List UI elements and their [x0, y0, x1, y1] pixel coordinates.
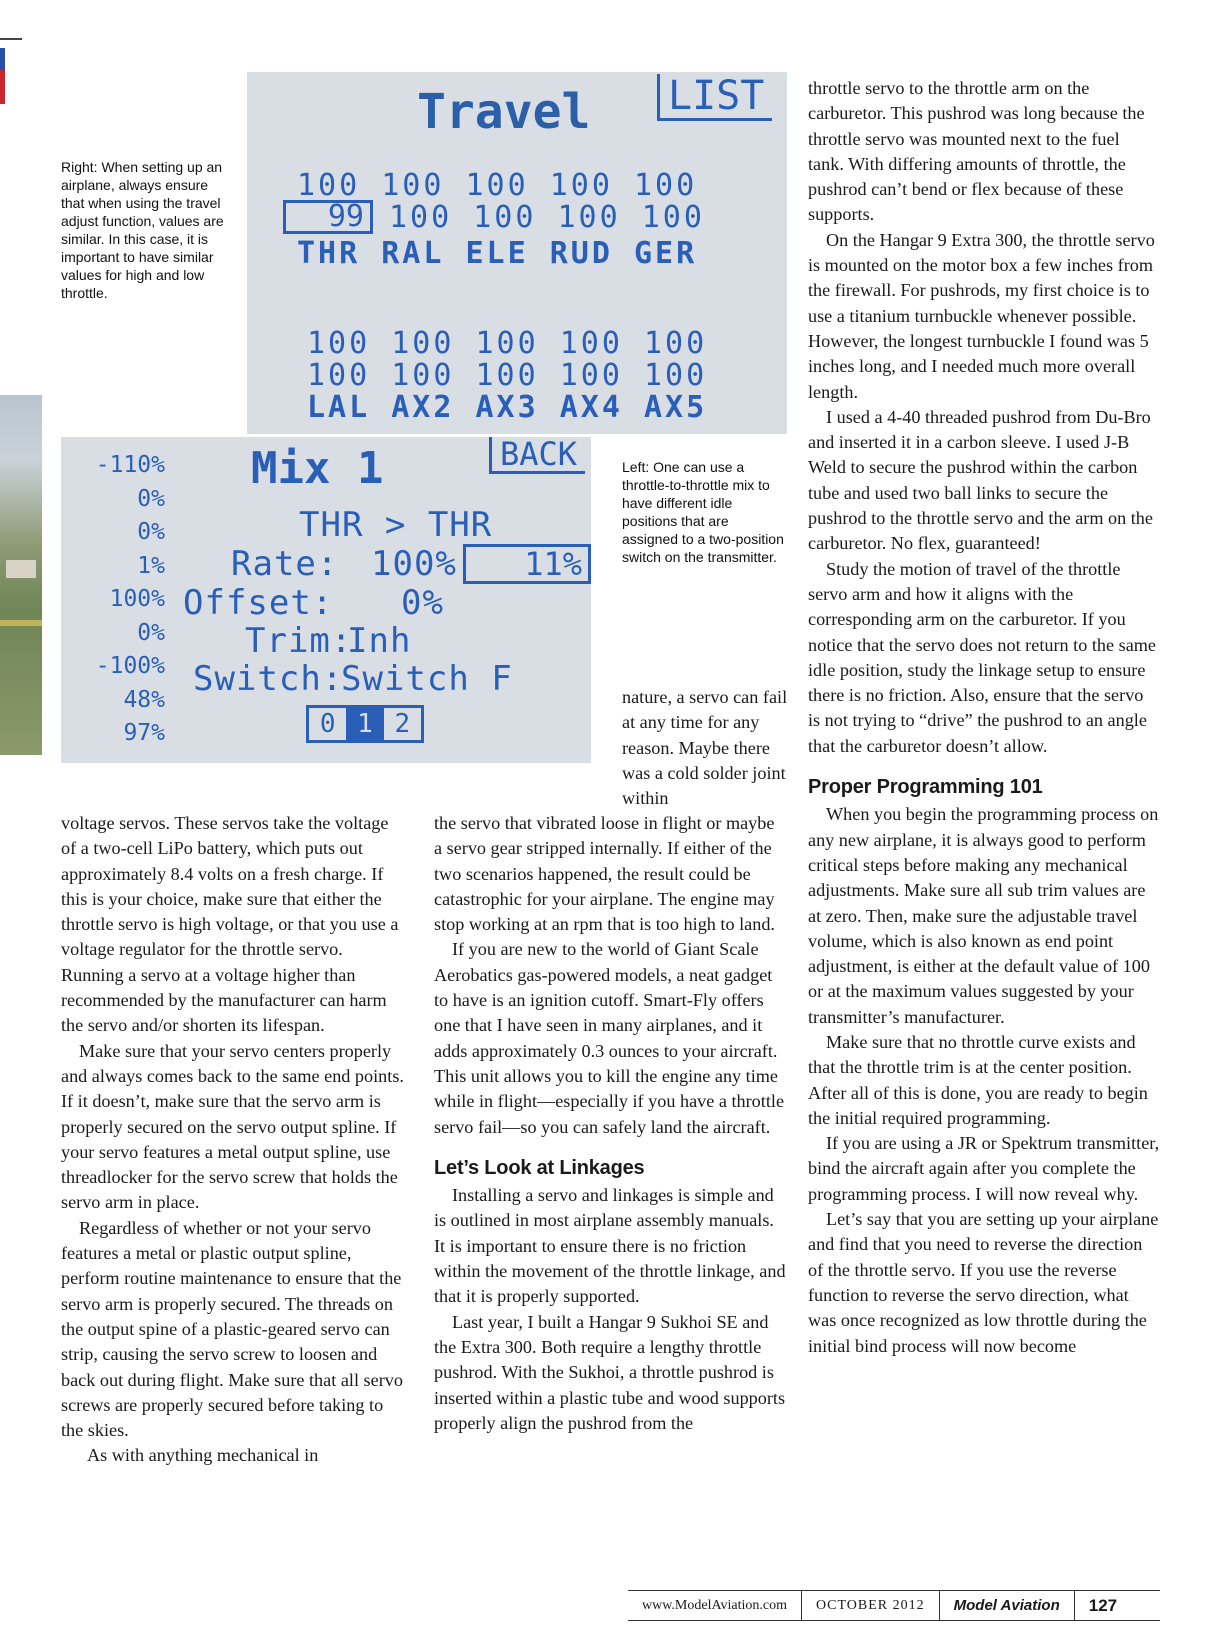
footer-magazine: Model Aviation [940, 1591, 1075, 1620]
lcd-line: Switch: [193, 659, 344, 699]
paragraph: Make sure that your servo centers properly and always comes back to the same end points. If it doesn’t, make sure that the servo arm is properly secured on the servo output spline. If your servo features a metal output spline, use threadlocker for the servo screw that holds the servo arm in place. [61, 1040, 404, 1213]
lcd-boxed-value: 99 [283, 200, 373, 234]
lcd-back-button: BACK [489, 437, 585, 474]
lcd-line: THR > THR [299, 505, 493, 545]
article-column-1 [61, 811, 406, 1469]
article-column-3 [808, 76, 1160, 1359]
lcd-value: -110% [95, 452, 165, 478]
paragraph: throttle servo to the throttle arm on the carburetor. This pushrod was long because the throttle servo was mounted next to the fuel tank. With differing amounts of throttle, the pushrod can’t bend or flex because of these supports. [808, 78, 1145, 225]
lcd-title: Travel [417, 84, 591, 140]
lcd-position: 0 [319, 709, 336, 739]
paragraph: If you are using a JR or Spektrum transmitter, bind the aircraft again after you complete the programming process. I will now reveal why. [808, 1133, 1160, 1204]
lcd-value: 100% [109, 586, 165, 612]
section-heading: Proper Programming 101 [808, 776, 1043, 799]
lcd-row: 100 100 100 100 [389, 200, 705, 235]
paragraph: As with anything mechanical in [87, 1445, 319, 1466]
photo-travel-screen [247, 72, 787, 434]
photo-caption-left: Left: One can use a throttle-to-throttle mix to have different idle positions that are assigned to a two-position switch on the transmitter. [622, 459, 784, 565]
lcd-line: Trim: [245, 621, 353, 661]
lcd-line: 100% [371, 544, 457, 584]
lcd-boxed-value: 11% [463, 544, 591, 584]
photo-caption-right: Right: When setting up an airplane, always ensure that when using the travel adjust function, values are similar. In this case, it is important to have similar values for high and low throttle. [61, 159, 224, 301]
lcd-value: 0% [137, 485, 165, 512]
lcd-value: -100% [95, 653, 165, 679]
paragraph: On the Hangar 9 Extra 300, the throttle servo is mounted on the motor box a few inches from the firewall. For pushrods, my first choice is to use a titanium turnbuckle whenever possible. However, the longest turnbuckle I found was 5 inches long, and I needed much more overall length. [808, 229, 1155, 402]
lcd-line: 0% [401, 583, 444, 623]
lcd-position: 2 [394, 709, 411, 739]
lcd-row: LAL AX2 AX3 AX4 AX5 [307, 390, 708, 425]
edge-tab-blue [0, 48, 5, 70]
paragraph: If you are new to the world of Giant Scale Aerobatics gas-powered models, a neat gadget to have is an ignition cutoff. Smart-Fly offers one that I have seen in many airplanes, and it adds approximately 0.3 ounces to your aircraft. This unit allows you to kill the engine any time while in flight—especially if you have a throttle servo fail—so you can safely land the aircraft. [434, 939, 785, 1137]
footer-url: www.ModelAviation.com [628, 1591, 802, 1620]
lcd-value: 48% [123, 686, 165, 713]
paragraph: I used a 4-40 threaded pushrod from Du-Bro and inserted it in a carbon sleeve. I used J-B Weld to secure the pushrod within the carbon tube and used two ball links to secure the pushrod to the throttle servo and the arm on the carburetor. No flex, guaranteed! [808, 406, 1153, 554]
lcd-line: Inh [347, 621, 412, 661]
paragraph: Let’s say that you are setting up your airplane and find that you need to reverse the direction of the throttle servo. If you use the reverse function to reverse the servo direction, what was once recognized as low throttle during the initial bind process will now become [808, 1209, 1159, 1356]
page-footer [628, 1590, 1160, 1621]
paragraph: Make sure that no throttle curve exists and that the throttle trim is at the center position. After all of this is done, you are ready to begin the initial required programming. [808, 1031, 1148, 1128]
paragraph: voltage servos. These servos take the voltage of a two-cell LiPo battery, which puts out approximately 8.4 volts on a fresh charge. If this is your choice, make sure that either the throttle servo is high voltage, or that you use a voltage regulator for the throttle servo. Running a servo at a voltage higher than recommended by the manufacturer can harm the servo and/or shorten its lifespan. [61, 813, 399, 1036]
lcd-line: Offset: [183, 583, 334, 623]
section-heading: Let’s Look at Linkages [434, 1156, 645, 1179]
lcd-value: 97% [123, 720, 165, 746]
article-column-2 [434, 811, 786, 1436]
lcd-position: 1 [346, 708, 383, 740]
edge-rule [0, 38, 22, 40]
paragraph: Installing a servo and linkages is simple and is outlined in most airplane assembly manuals. It is important to ensure there is no friction within the movement of the throttle linkage, and that it is properly supported. [434, 1185, 786, 1307]
footer-date: OCTOBER 2012 [802, 1591, 940, 1620]
lcd-line: Rate: [231, 544, 339, 584]
lcd-list-button: LIST [657, 74, 772, 121]
article-text-wrap [622, 685, 792, 811]
lcd-row: 100 100 100 100 100 [297, 168, 698, 203]
paragraph: Study the motion of travel of the throttle servo arm and how it aligns with the corresponding arm on the carburetor. If you notice that the servo does not return to the same idle position, study the linkage setup to ensure there is no friction. Also, ensure that the servo is not trying to “drive” the pushrod to an angle that the carburetor doesn’t allow. [808, 558, 1156, 756]
paragraph: the servo that vibrated loose in flight or maybe a servo gear stripped internally. If either of the two scenarios happened, the result could be catastrophic for your airplane. The engine may stop working at an rpm that is too high to land. [434, 813, 775, 935]
lcd-title: Mix 1 [251, 443, 384, 494]
lcd-value: 0% [137, 619, 165, 646]
lcd-position-selector [306, 705, 424, 743]
lcd-row: 100 100 100 100 100 [307, 326, 708, 361]
lcd-left-values [61, 449, 165, 751]
lcd-line: Switch F [341, 659, 513, 699]
lcd-row: 100 100 100 100 100 [307, 358, 708, 393]
photo-mix-screen [61, 437, 591, 763]
paragraph: Regardless of whether or not your servo features a metal or plastic output spline, perform routine maintenance to ensure that the servo arm is properly secured. The threads on the output spine of a plastic-geared servo can strip, causing the servo screw to loosen and back out during flight. Make sure that all servo screws are properly secured before taking to the skies. [61, 1217, 403, 1441]
lcd-row: THR RAL ELE RUD GER [297, 236, 698, 271]
edge-photo-detail [0, 620, 42, 626]
edge-tab-red [0, 70, 5, 104]
paragraph: When you begin the programming process on any new airplane, it is always good to perform critical steps before making any mechanical adjustments. Make sure all sub trim values are at zero. Then, make sure the adjustable travel volume, which is also known as end point adjustment, is either at the default value of 100 or at the maximum values suggested by your transmitter’s manufacturer. [808, 804, 1159, 1027]
page-number: 127 [1088, 1595, 1118, 1615]
lcd-value: 0% [137, 519, 165, 545]
edge-photo-detail [6, 560, 36, 578]
paragraph: Last year, I built a Hangar 9 Sukhoi SE and the Extra 300. Both require a lengthy throttle pushrod. With the Sukhoi, a throttle pushrod is inserted within a plastic tube and wood supports properly align the pushrod from the [434, 1311, 786, 1433]
paragraph: nature, a servo can fail at any time for any reason. Maybe there was a cold solder joint within [622, 687, 788, 809]
lcd-value: 1% [137, 552, 165, 579]
